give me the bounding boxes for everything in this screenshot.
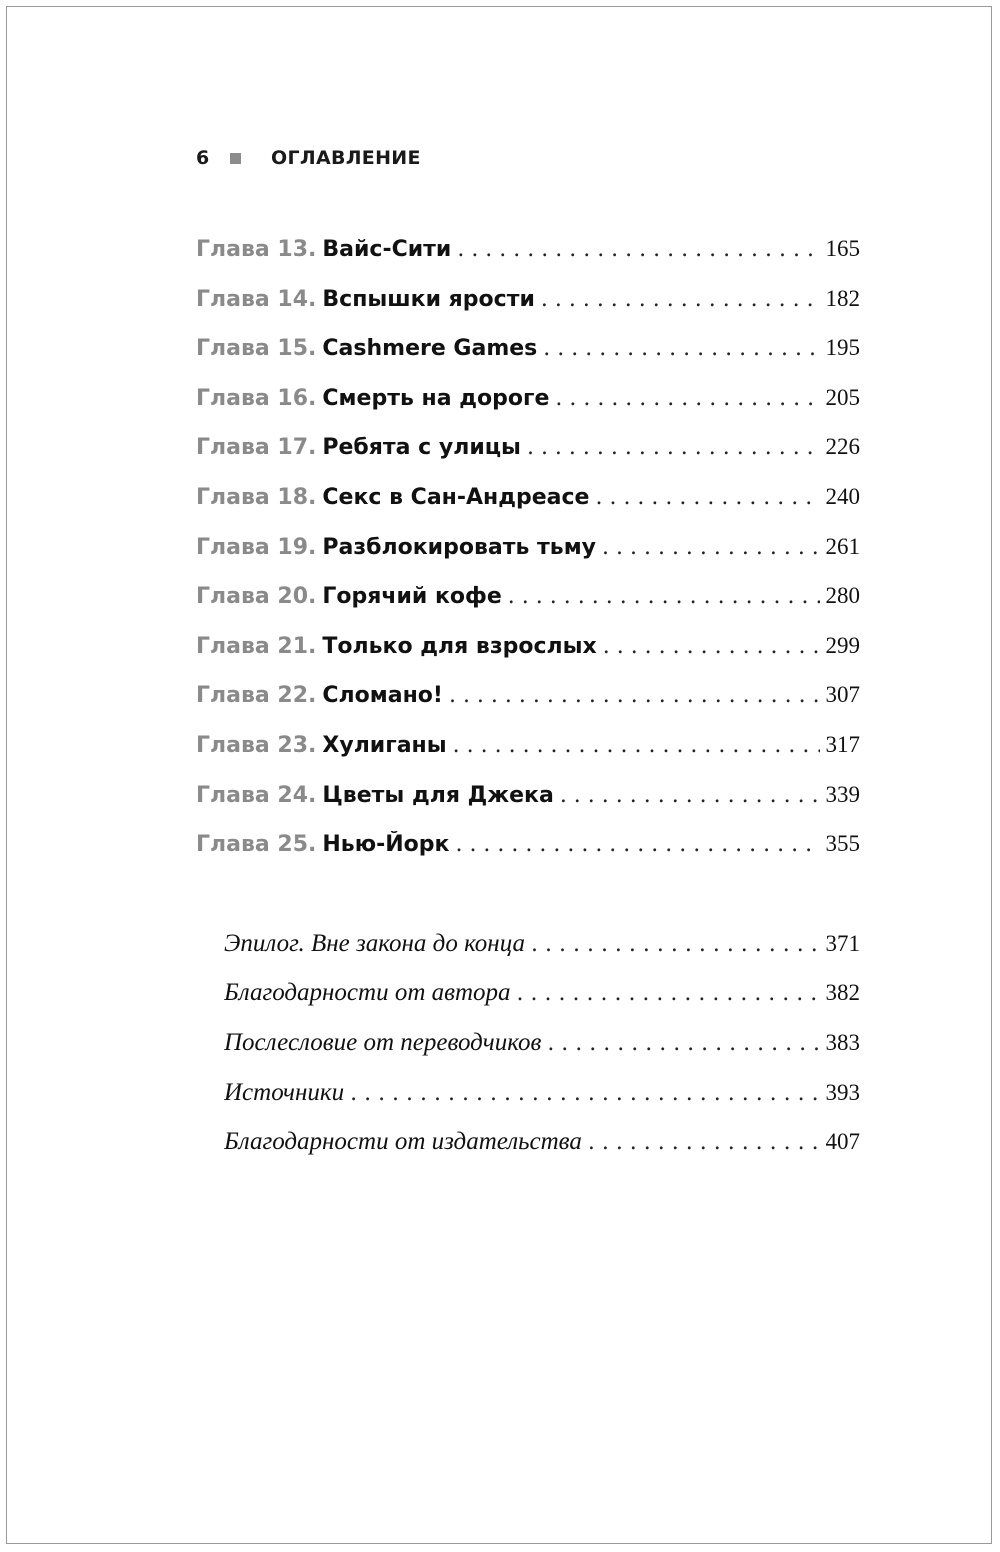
page-number: 393 (825, 1079, 860, 1105)
chapter-title: Нью-Йорк (322, 832, 450, 858)
chapter-list (196, 236, 860, 881)
chapter-number-label: Глава 13. (196, 237, 317, 262)
toc-chapter-entry[interactable] (196, 335, 860, 385)
page-number: 307 (825, 682, 860, 708)
chapter-number-label: Глава 22. (196, 683, 317, 709)
chapter-title: Секс в Сан-Андреасе (322, 484, 590, 510)
chapter-number-label: Глава 20. (196, 584, 317, 610)
page-number: 6 (196, 147, 210, 169)
toc-chapter-entry[interactable] (196, 831, 860, 881)
back-matter-title: Благодарности от автора (224, 979, 511, 1007)
toc-back-matter-entry[interactable] (224, 1029, 860, 1079)
back-matter-title: Источники (224, 1078, 345, 1106)
toc-chapter-entry[interactable] (196, 782, 860, 832)
dot-leader (527, 435, 820, 460)
dot-leader (543, 336, 819, 361)
chapter-title: Только для взрослых (322, 633, 597, 659)
toc-chapter-entry[interactable] (196, 682, 860, 732)
chapter-number-label: Глава 25. (196, 832, 317, 858)
chapter-number-label: Глава 14. (196, 286, 317, 312)
dot-leader (453, 733, 820, 758)
toc-chapter-entry[interactable] (196, 484, 860, 534)
dot-leader (560, 783, 820, 808)
chapter-title: Cashmere Games (322, 336, 538, 362)
chapter-number-label: Глава 16. (196, 385, 317, 411)
dot-leader (603, 634, 820, 659)
toc-back-matter-entry[interactable] (224, 1079, 860, 1129)
chapter-number-label: Глава 18. (196, 484, 317, 510)
page-number: 165 (825, 236, 860, 261)
dot-leader (350, 1081, 819, 1106)
dot-leader (449, 683, 820, 708)
square-bullet-icon (230, 153, 241, 164)
toc-chapter-entry[interactable] (196, 534, 860, 584)
page-number: 280 (825, 583, 860, 609)
page-number: 261 (825, 533, 860, 559)
page-number: 299 (825, 632, 860, 658)
page-number: 407 (825, 1129, 860, 1155)
chapter-title: Хулиганы (322, 732, 447, 758)
page-number: 205 (825, 384, 860, 410)
page-number: 240 (825, 483, 860, 509)
dot-leader (588, 1130, 820, 1155)
dot-leader (602, 535, 819, 560)
dot-leader (541, 287, 820, 312)
chapter-number-label: Глава 21. (196, 633, 317, 659)
chapter-title: Смерть на дороге (322, 385, 550, 411)
chapter-title: Вайс-Сити (322, 237, 452, 262)
chapter-title: Разблокировать тьму (322, 534, 597, 560)
toc-back-matter-entry[interactable] (224, 930, 860, 980)
back-matter-title: Послесловие от переводчиков (224, 1028, 542, 1056)
chapter-title: Вспышки ярости (322, 286, 535, 312)
toc-chapter-entry[interactable] (196, 434, 860, 484)
running-head (196, 143, 421, 173)
dot-leader (517, 981, 820, 1006)
page-number: 317 (825, 731, 860, 757)
toc-chapter-entry[interactable] (196, 633, 860, 683)
chapter-title: Цветы для Джека (322, 782, 554, 808)
toc-chapter-entry[interactable] (196, 732, 860, 782)
toc-chapter-entry[interactable] (196, 583, 860, 633)
toc-chapter-entry[interactable] (196, 385, 860, 435)
page-number: 195 (825, 335, 860, 361)
chapter-number-label: Глава 15. (196, 336, 317, 362)
toc-back-matter-entry[interactable] (224, 979, 860, 1029)
dot-leader (457, 237, 819, 262)
page-number: 182 (825, 285, 860, 311)
page-number: 226 (825, 434, 860, 460)
chapter-title: Горячий кофе (322, 584, 502, 610)
back-matter-title: Благодарности от издательства (224, 1128, 582, 1156)
back-matter-list (196, 930, 860, 1178)
section-title: ОГЛАВЛЕНИЕ (271, 147, 421, 169)
page-number: 382 (825, 980, 860, 1006)
table-of-contents (196, 236, 860, 1178)
dot-leader (508, 584, 820, 609)
page-number: 339 (825, 781, 860, 807)
dot-leader (455, 832, 819, 857)
toc-back-matter-entry[interactable] (224, 1128, 860, 1178)
dot-leader (531, 932, 819, 957)
page-number: 383 (825, 1029, 860, 1055)
dot-leader (547, 1031, 819, 1056)
chapter-number-label: Глава 17. (196, 435, 317, 461)
page-number: 355 (825, 831, 860, 857)
back-matter-title: Эпилог. Вне закона до конца (224, 929, 526, 957)
toc-chapter-entry[interactable] (196, 236, 860, 286)
chapter-title: Ребята с улицы (322, 435, 521, 461)
page-number: 371 (825, 930, 860, 956)
dot-leader (595, 485, 819, 510)
section-gap (196, 881, 860, 930)
chapter-number-label: Глава 19. (196, 534, 317, 560)
toc-chapter-entry[interactable] (196, 286, 860, 336)
chapter-title: Сломано! (322, 683, 443, 709)
chapter-number-label: Глава 24. (196, 782, 317, 808)
dot-leader (555, 386, 819, 411)
chapter-number-label: Глава 23. (196, 732, 317, 758)
